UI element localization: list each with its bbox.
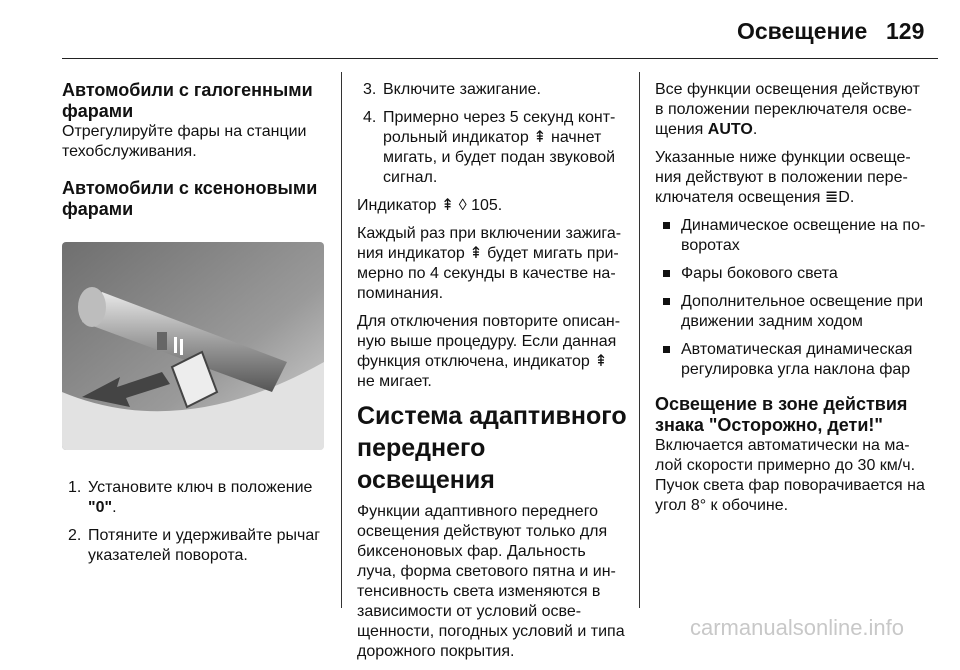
list-item: Дополнительное освещение при движении задним ходом bbox=[655, 292, 927, 332]
column-2 bbox=[357, 80, 627, 670]
heading-halogen: Автомобили с галогенными фарами bbox=[62, 80, 313, 121]
paragraph-reminder: Каждый раз при включении зажига-ния индикатор ⇞ будет мигать при-мерно по 4 секунды в качестве на-поминания. bbox=[357, 225, 622, 302]
indicator-reference: Индикатор ⇞ ◊ 105. bbox=[357, 197, 503, 214]
lever-illustration bbox=[62, 242, 324, 450]
heading-xenon: Автомобили с ксеноновыми фарами bbox=[62, 178, 318, 219]
heading-adaptive-lighting: Система адаптивного переднего освещения bbox=[357, 402, 627, 494]
steps-list-1 bbox=[62, 478, 326, 566]
page-number: 129 bbox=[886, 18, 925, 44]
functions-list bbox=[655, 216, 927, 380]
page-header-title: Освещение bbox=[737, 18, 868, 44]
column-divider-1 bbox=[341, 72, 342, 608]
heading-school-zone: Освещение в зоне действия знака "Осторожно, дети!" bbox=[655, 394, 908, 435]
list-item: Автоматическая динамическая регулировка угла наклона фар bbox=[655, 340, 927, 380]
column-3 bbox=[655, 80, 927, 524]
column-divider-2 bbox=[639, 72, 640, 608]
paragraph-auto: Все функции освещения действуют в положении переключателя осве-щения AUTO. bbox=[655, 81, 920, 138]
list-item: Динамическое освещение на по-воротах bbox=[655, 216, 927, 256]
paragraph-functions: Указанные ниже функции освеще-ния действуют в положении пере-ключателя освещения ≣D. bbox=[655, 149, 911, 206]
list-item: 3. Включите зажигание. bbox=[363, 81, 541, 98]
auto-label: AUTO bbox=[707, 121, 753, 138]
list-item: 1. Установите ключ в положение "0". bbox=[68, 479, 313, 516]
turn-signal-lever-image bbox=[62, 242, 324, 450]
paragraph-adaptive: Функции адаптивного переднего освещения действуют только для биксеноновых фар. Дальность луча, форма светового пятна и ин-тенсивность света изменяются в зависимости от условий осве-щенности, погодных условий и типа дорожного покрытия. bbox=[357, 503, 625, 660]
list-item: Фары бокового света bbox=[655, 264, 927, 284]
paragraph-halogen: Отрегулируйте фары на станции техобслуживания. bbox=[62, 123, 307, 160]
list-item: 2. Потяните и удерживайте рычаг указателей поворота. bbox=[68, 527, 321, 564]
paragraph-school-zone: Включается автоматически на ма-лой скорости примерно до 30 км/ч. Пучок света фар поворачивается на угол 8° к обочине. bbox=[655, 437, 925, 514]
header-divider bbox=[62, 58, 938, 59]
paragraph-disable: Для отключения повторите описан-ную выше процедуру. Если данная функция отключена, индикатор ⇞ не мигает. bbox=[357, 313, 621, 390]
steps-list-2 bbox=[357, 80, 627, 188]
list-item: 4. Примерно через 5 секунд конт-рольный индикатор ⇞ начнет мигать, и будет подан звуковой сигнал. bbox=[363, 109, 616, 186]
watermark: carmanualsonline.info bbox=[690, 615, 905, 640]
column-1 bbox=[62, 80, 326, 574]
